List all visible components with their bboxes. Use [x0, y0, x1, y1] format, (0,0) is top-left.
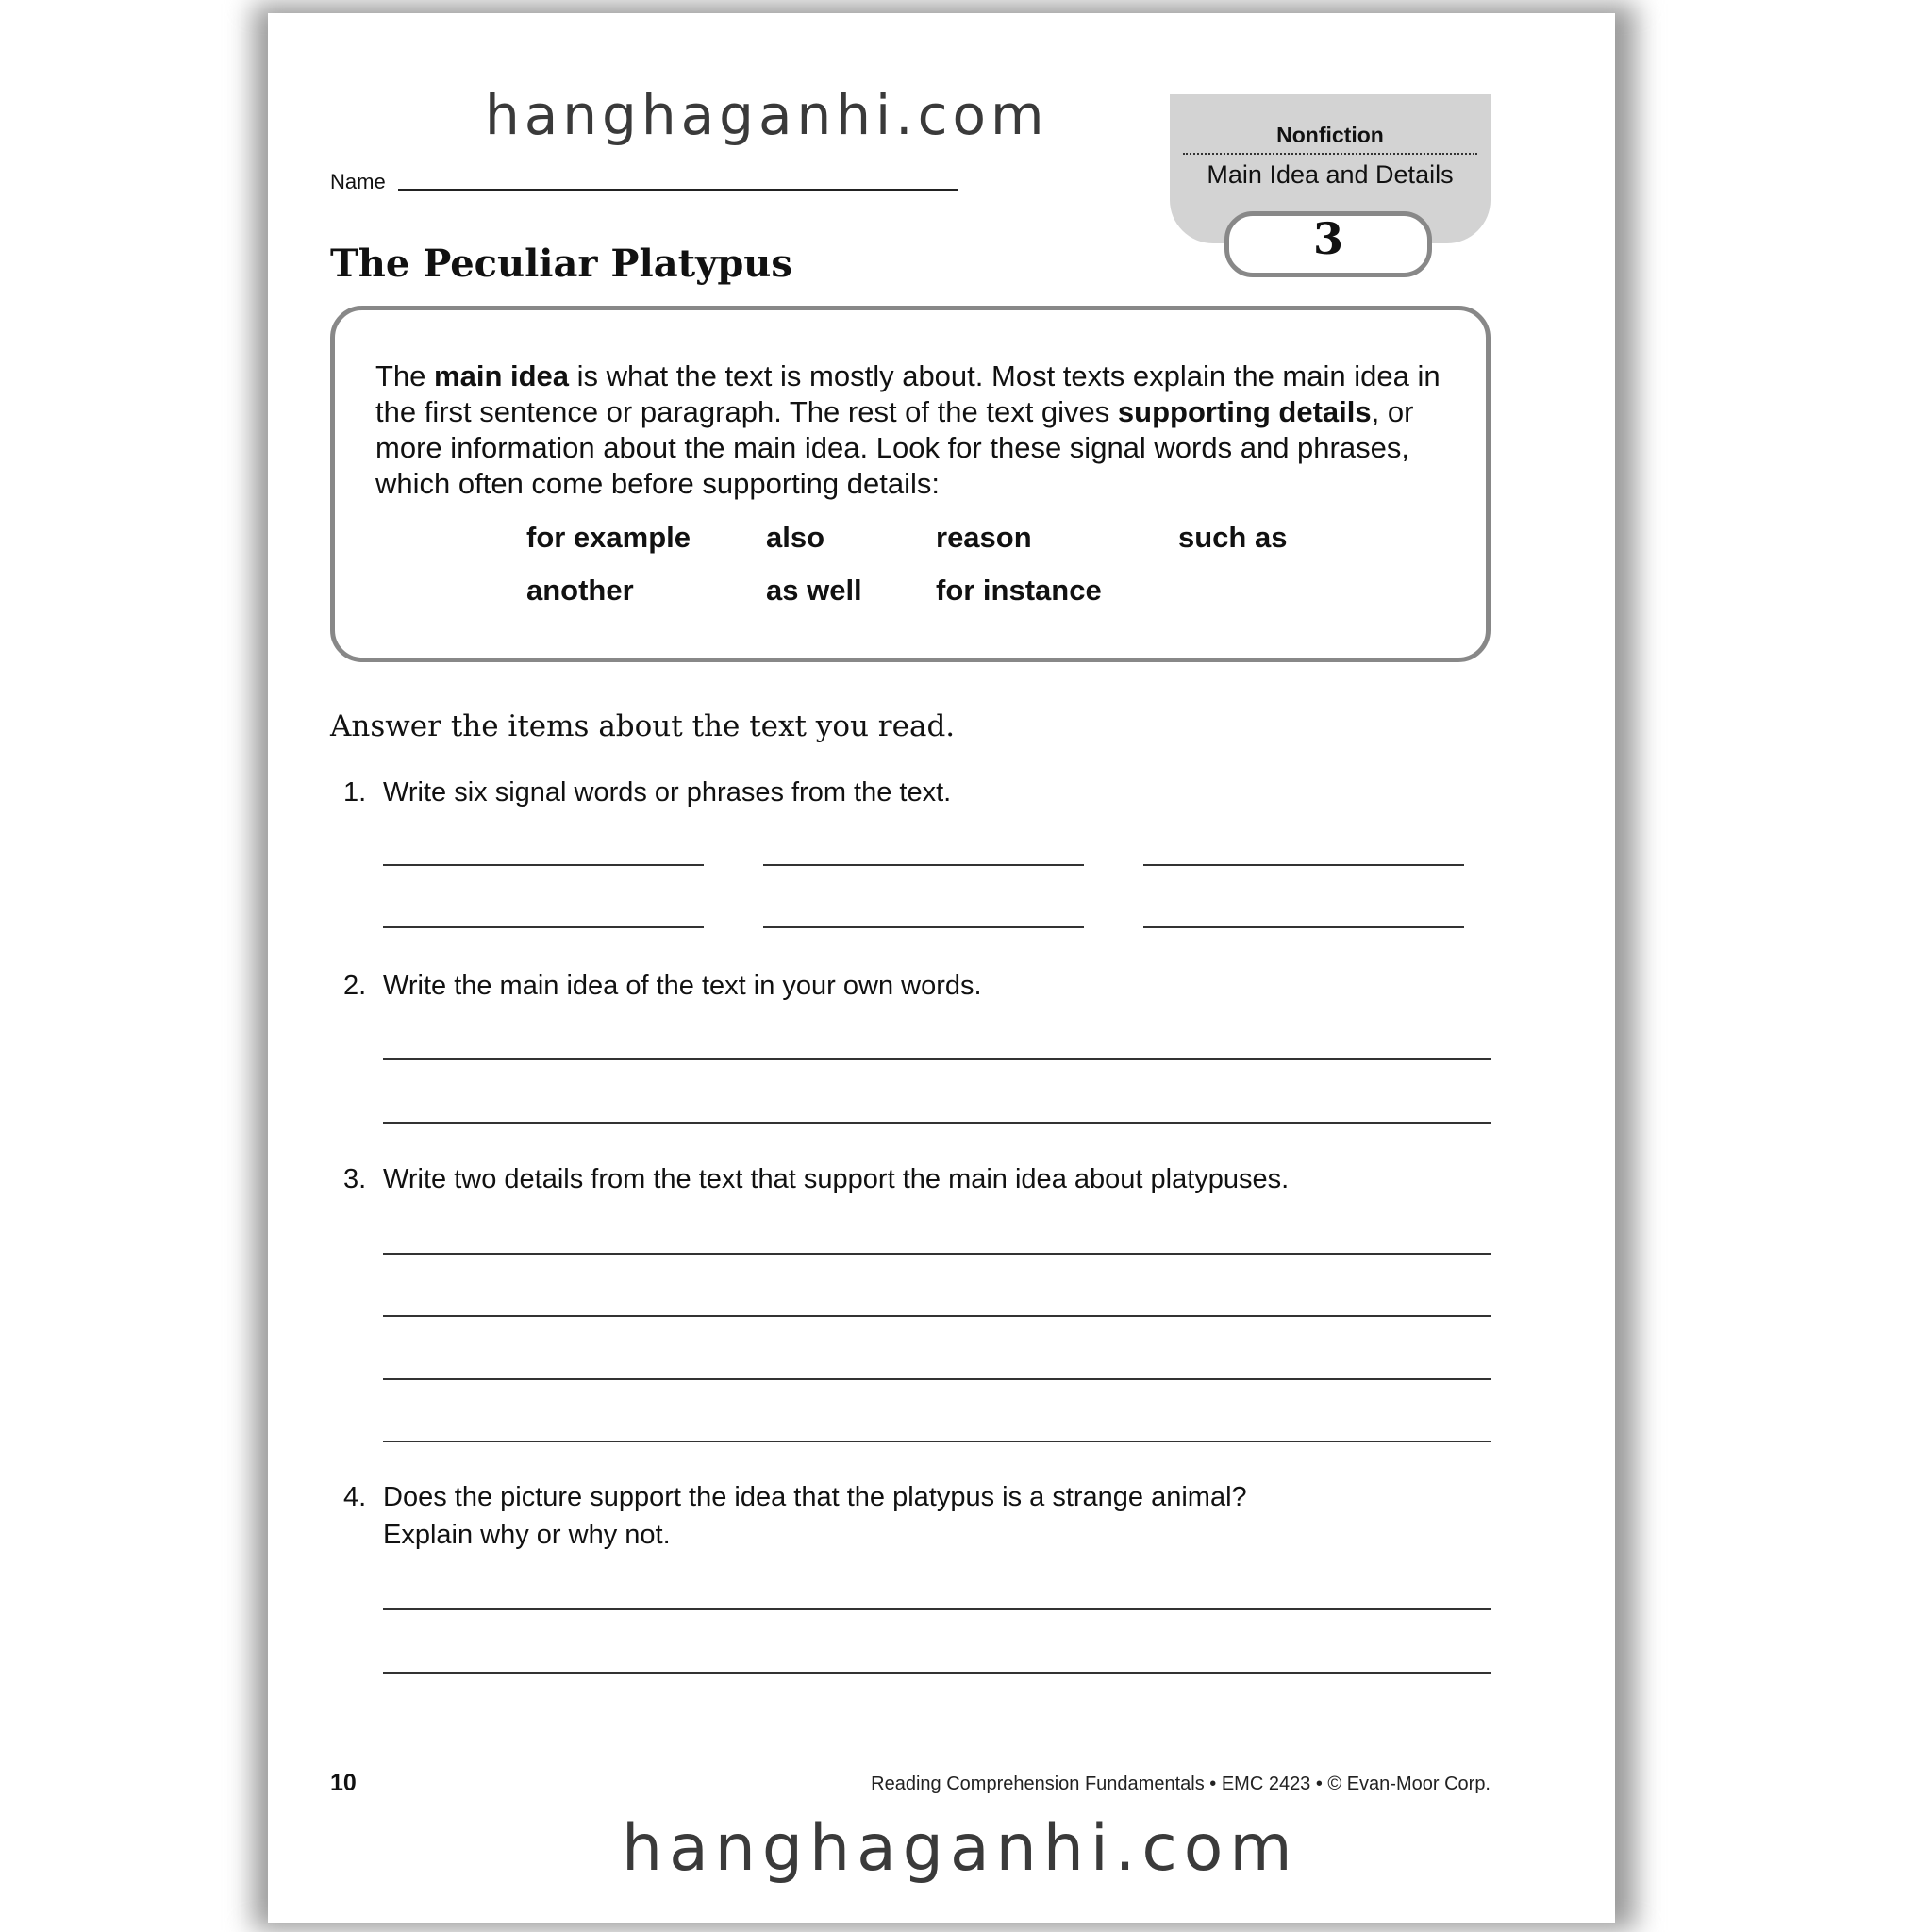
signal-word: for example — [526, 521, 691, 554]
question-1-number: 1. — [343, 777, 367, 808]
page-title: The Peculiar Platypus — [330, 242, 792, 286]
worksheet-page — [268, 13, 1615, 1923]
answer-line[interactable] — [383, 864, 704, 866]
question-3-number: 3. — [343, 1164, 367, 1194]
answer-line[interactable] — [763, 864, 1084, 866]
answer-line[interactable] — [383, 1122, 1491, 1124]
signal-word: also — [766, 521, 825, 554]
answer-line[interactable] — [383, 1253, 1491, 1255]
instruction: Answer the items about the text you read. — [330, 709, 956, 743]
signal-word: for instance — [936, 574, 1102, 607]
signal-word: such as — [1178, 521, 1288, 554]
answer-line[interactable] — [383, 1058, 1491, 1060]
info-bold-main-idea: main idea — [434, 359, 570, 392]
info-text-1: The — [375, 359, 435, 392]
name-label: Name — [330, 170, 386, 193]
info-text-2: is what the text is mostly about. Most texts explain the main idea in the first sentence or paragraph. The rest of the text gives — [375, 359, 1441, 428]
signal-word: as well — [766, 574, 862, 607]
name-field-line[interactable] — [398, 189, 958, 191]
watermark-top: hanghaganhi.com — [485, 83, 1049, 147]
page-number: 10 — [330, 1770, 357, 1796]
signal-word: another — [526, 574, 634, 607]
answer-line[interactable] — [383, 1441, 1491, 1442]
watermark-bottom: hanghaganhi.com — [622, 1811, 1299, 1886]
info-bold-supporting-details: supporting details — [1117, 395, 1372, 428]
tab-skill: Main Idea and Details — [1207, 160, 1454, 189]
footer-credit: Reading Comprehension Fundamentals • EMC 2423 • © Evan-Moor Corp. — [871, 1774, 1491, 1794]
answer-line[interactable] — [1143, 926, 1464, 928]
answer-line[interactable] — [763, 926, 1084, 928]
signal-word: reason — [936, 521, 1032, 554]
tab-genre: Nonfiction — [1276, 123, 1384, 147]
tab-divider — [1183, 153, 1477, 155]
answer-line[interactable] — [383, 926, 704, 928]
info-paragraph — [375, 358, 1470, 502]
answer-line[interactable] — [383, 1672, 1491, 1674]
answer-line[interactable] — [383, 1315, 1491, 1317]
question-2-text: Write the main idea of the text in your own words. — [383, 971, 982, 1001]
answer-line[interactable] — [383, 1608, 1491, 1610]
info-text-3: , or more information about the main idea. Look for these signal words and phrases, which often come before supporting details: — [375, 395, 1414, 500]
question-4-number: 4. — [343, 1482, 367, 1512]
tab-number: 3 — [1312, 213, 1343, 264]
answer-line[interactable] — [383, 1378, 1491, 1380]
question-4-text: Does the picture support the idea that the platypus is a strange animal? — [383, 1482, 1247, 1512]
question-4-text-line-2: Explain why or why not. — [383, 1520, 671, 1550]
question-2-number: 2. — [343, 971, 367, 1001]
question-3-text: Write two details from the text that support the main idea about platypuses. — [383, 1164, 1290, 1194]
answer-line[interactable] — [1143, 864, 1464, 866]
question-1-text: Write six signal words or phrases from the text. — [383, 777, 952, 808]
